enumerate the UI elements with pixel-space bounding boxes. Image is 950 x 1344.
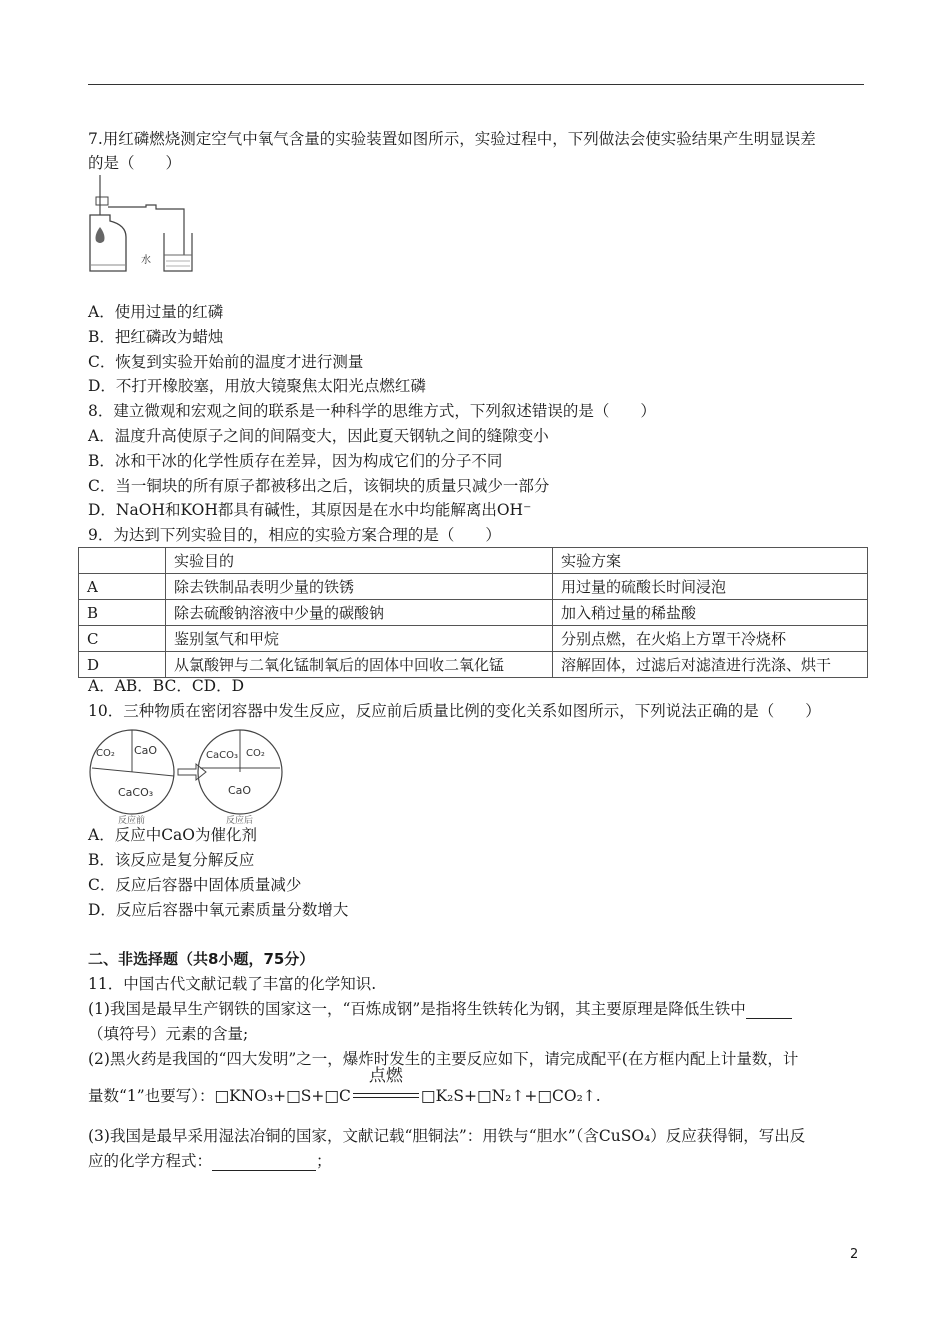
after-co2-label: CO₂ <box>246 748 265 759</box>
q7-stem-line1: 7.用红磷燃烧测定空气中氧气含量的实验装置如图所示，实验过程中，下列做法会使实验结果产生明显误差 <box>88 130 816 148</box>
table-header-row <box>79 548 868 574</box>
q10-option-a: A．反应中CaO为催化剂 <box>88 826 258 844</box>
q11-equation-products: □K₂S+□N₂↑+□CO₂↑. <box>420 1087 601 1105</box>
after-caption: 反应后 <box>226 816 254 824</box>
q7-figure-water-label: 水 <box>141 255 151 266</box>
after-cao-label: CaO <box>228 784 252 797</box>
q8-option-c: C．当一铜块的所有原子都被移出之后，该铜块的质量只减少一部分 <box>88 477 550 495</box>
table-header-cell: 实验目的 <box>166 548 553 574</box>
q11-part2-equation <box>88 1066 601 1106</box>
before-caption: 反应前 <box>118 816 146 824</box>
q11-equation-reactants: 量数“1”也要写）：□KNO₃+□S+□C <box>88 1087 351 1105</box>
table-cell: D <box>79 652 166 678</box>
table-cell: 从氯酸钾与二氧化锰制氧后的固体中回收二氧化锰 <box>166 652 553 678</box>
q11-part3-text: 应的化学方程式： <box>88 1152 213 1170</box>
q8-stem: 8．建立微观和宏观之间的联系是一种科学的思维方式，下列叙述错误的是（ ） <box>88 402 656 420</box>
q10-stem: 10．三种物质在密闭容器中发生反应，反应前后质量比例的变化关系如图所示，下列说法正确的是（ ） <box>88 702 821 720</box>
before-caco3-label: CaCO₃ <box>118 786 154 799</box>
table-cell: 溶解固体，过滤后对滤渣进行洗涤、烘干 <box>553 652 868 678</box>
header-rule <box>88 84 864 85</box>
q10-option-d: D．反应后容器中氧元素质量分数增大 <box>88 901 349 919</box>
before-co2-label: CO₂ <box>96 748 115 759</box>
q11-part1-text: (1)我国是最早生产钢铁的国家这一，“百炼成钢”是指将生铁转化为钢，其主要原理是降低生铁中 <box>88 1000 746 1018</box>
table-row <box>79 600 868 626</box>
q9-answer-options: A．AB．BC．CD．D <box>88 677 245 695</box>
table-cell: C <box>79 626 166 652</box>
q10-pie-figure <box>88 724 284 824</box>
table-cell: 除去铁制品表明少量的铁锈 <box>166 574 553 600</box>
q9-experiment-table <box>78 547 868 678</box>
table-cell: 除去硫酸钠溶液中少量的碳酸钠 <box>166 600 553 626</box>
q11-part3-end: ； <box>316 1152 332 1170</box>
table-cell: 用过量的硫酸长时间浸泡 <box>553 574 868 600</box>
q11-part1-line1 <box>88 999 792 1019</box>
q8-option-d: D．NaOH和KOH都具有碱性，其原因是在水中均能解离出OH⁻ <box>88 501 532 519</box>
q11-stem: 11．中国古代文献记载了丰富的化学知识. <box>88 975 377 993</box>
ignite-condition-label: 点燃 <box>368 1066 403 1086</box>
q8-option-a: A．温度升高使原子之间的间隔变大，因此夏天钢轨之间的缝隙变小 <box>88 427 549 445</box>
q11-part1-line2: （填符号）元素的含量; <box>88 1025 249 1043</box>
q7-stem-line2: 的是（ ） <box>88 154 182 172</box>
q11-part2-line1: (2)黑火药是我国的“四大发明”之一，爆炸时发生的主要反应如下，请完成配平(在方框内配上计量数，计 <box>88 1050 799 1068</box>
q7-apparatus-figure <box>86 175 194 277</box>
table-cell: A <box>79 574 166 600</box>
q7-option-b: B．把红磷改为蜡烛 <box>88 328 224 346</box>
table-cell: B <box>79 600 166 626</box>
q8-option-b: B．冰和干冰的化学性质存在差异，因为构成它们的分子不同 <box>88 452 503 470</box>
reaction-condition <box>353 1066 419 1106</box>
q11-part3-line2 <box>88 1151 332 1171</box>
table-cell: 分别点燃，在火焰上方罩干冷烧杯 <box>553 626 868 652</box>
q7-option-c: C．恢复到实验开始前的温度才进行测量 <box>88 353 364 371</box>
table-cell: 鉴别氢气和甲烷 <box>166 626 553 652</box>
q7-option-a: A．使用过量的红磷 <box>88 303 224 321</box>
section-title: 二、非选择题（共8小题，75分） <box>88 950 315 968</box>
table-header-cell <box>79 548 166 574</box>
after-caco3-label: CaCO₃ <box>206 750 238 761</box>
q11-part1-answer-blank[interactable] <box>746 1002 792 1019</box>
table-header-cell: 实验方案 <box>553 548 868 574</box>
q10-option-b: B．该反应是复分解反应 <box>88 851 255 869</box>
table-row <box>79 626 868 652</box>
table-cell: 加入稍过量的稀盐酸 <box>553 600 868 626</box>
q10-option-c: C．反应后容器中固体质量减少 <box>88 876 302 894</box>
q7-option-d: D．不打开橡胶塞，用放大镜聚焦太阳光点燃红磷 <box>88 377 426 395</box>
table-row <box>79 652 868 678</box>
table-row <box>79 574 868 600</box>
q11-part3-line1: (3)我国是最早采用湿法冶铜的国家，文献记载“胆铜法”：用铁与“胆水”（含CuSO₄）反应获得铜，写出反 <box>88 1127 806 1145</box>
q9-stem: 9．为达到下列实验目的，相应的实验方案合理的是（ ） <box>88 526 501 544</box>
before-cao-label: CaO <box>134 744 158 757</box>
q11-part3-answer-blank[interactable] <box>212 1154 316 1171</box>
page-number: 2 <box>850 1247 859 1262</box>
